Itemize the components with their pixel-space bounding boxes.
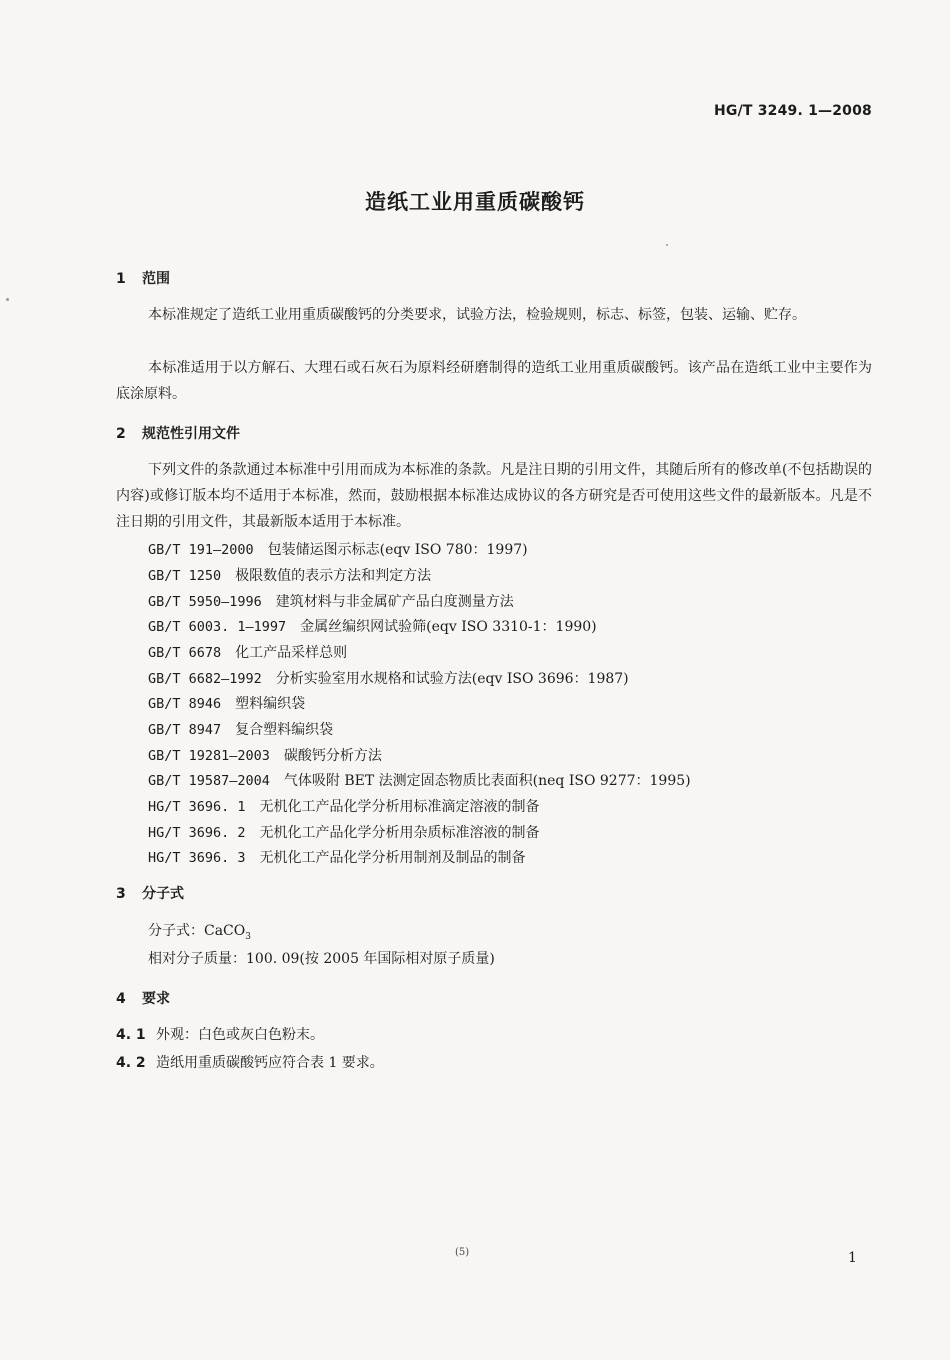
section-2-heading (116, 423, 240, 443)
requirement-item (116, 1052, 384, 1072)
document-title: 造纸工业用重质碳酸钙 (365, 190, 585, 214)
section-number: 3 (116, 886, 126, 902)
requirement-text: 外观：白色或灰白色粉末。 (156, 1027, 324, 1043)
reference-item (148, 565, 431, 585)
reference-item (148, 668, 629, 688)
standard-code: HG/T 3249. 1—2008 (713, 103, 872, 119)
reference-name: 建筑材料与非金属矿产品白度测量方法 (275, 594, 514, 610)
requirement-item (116, 1024, 324, 1044)
reference-item (148, 693, 305, 713)
section-3-heading (116, 883, 184, 903)
reference-code: GB/T 5950—1996 (148, 594, 262, 610)
reference-name: 碳酸钙分析方法 (283, 748, 382, 764)
reference-item (148, 539, 528, 559)
reference-code: GB/T 8946 (148, 696, 222, 712)
section-title: 规范性引用文件 (142, 426, 240, 442)
formula-label: 分子式： (148, 923, 204, 939)
section-4-heading (116, 988, 170, 1008)
requirement-number: 4. 2 (116, 1055, 146, 1071)
reference-item (148, 591, 514, 611)
reference-name: 塑料编织袋 (235, 696, 306, 712)
reference-item (148, 796, 540, 816)
formula-base: CaCO (204, 923, 246, 939)
references-intro: 下列文件的条款通过本标准中引用而成为本标准的条款。凡是注日期的引用文件，其随后所有的修改单(不包括勘误的内容)或修订版本均不适用于本标准，然而，鼓励根据本标准达成协议的各方研究是否可使用这些文件的最新版本。凡是不注日期的引用文件，其最新版本适用于本标准。 (116, 462, 872, 530)
reference-code: HG/T 3696. 3 (148, 850, 246, 866)
reference-code: GB/T 19281—2003 (148, 748, 270, 764)
molecular-formula (148, 920, 251, 942)
reference-name: 包装储运图示标志(eqv ISO 780：1997) (267, 542, 528, 558)
section-number: 2 (116, 426, 126, 442)
reference-code: HG/T 3696. 2 (148, 825, 246, 841)
reference-name: 无机化工产品化学分析用制剂及制品的制备 (259, 850, 526, 866)
section-title: 分子式 (142, 886, 184, 902)
formula-subscript: 3 (245, 931, 251, 942)
reference-name: 化工产品采样总则 (235, 645, 348, 661)
section-number: 1 (116, 271, 126, 287)
scope-paragraph-1: 本标准规定了造纸工业用重质碳酸钙的分类要求，试验方法，检验规则，标志、标签，包装、运输、贮存。 (148, 307, 806, 323)
reference-name: 复合塑料编织袋 (235, 722, 334, 738)
reference-item (148, 642, 347, 662)
molecular-mass: 相对分子质量：100. 09(按 2005 年国际相对原子质量) (148, 951, 495, 967)
page-number: 1 (848, 1250, 857, 1266)
reference-item (148, 847, 526, 867)
reference-code: GB/T 6003. 1—1997 (148, 619, 287, 635)
section-title: 范围 (142, 271, 170, 287)
section-1-heading (116, 268, 170, 288)
reference-name: 极限数值的表示方法和判定方法 (235, 568, 432, 584)
reference-code: GB/T 1250 (148, 568, 222, 584)
reference-name: 无机化工产品化学分析用标准滴定溶液的制备 (259, 799, 540, 815)
reference-name: 金属丝编织网试验筛(eqv ISO 3310-1：1990) (300, 619, 597, 635)
reference-item (148, 770, 691, 790)
reference-code: GB/T 191—2000 (148, 542, 254, 558)
reference-code: GB/T 6682—1992 (148, 671, 262, 687)
reference-item (148, 616, 597, 636)
requirement-text: 造纸用重质碳酸钙应符合表 1 要求。 (156, 1055, 384, 1071)
section-number: 4 (116, 991, 126, 1007)
reference-name: 分析实验室用水规格和试验方法(eqv ISO 3696：1987) (275, 671, 629, 687)
reference-code: GB/T 19587—2004 (148, 773, 270, 789)
section-title: 要求 (142, 991, 170, 1007)
reference-name: 无机化工产品化学分析用杂质标准溶液的制备 (259, 825, 540, 841)
reference-code: HG/T 3696. 1 (148, 799, 246, 815)
requirement-number: 4. 1 (116, 1027, 146, 1043)
reference-item (148, 745, 382, 765)
scope-paragraph-2: 本标准适用于以方解石、大理石或石灰石为原料经研磨制得的造纸工业用重质碳酸钙。该产品在造纸工业中主要作为底涂原料。 (116, 360, 872, 402)
reference-code: GB/T 6678 (148, 645, 222, 661)
reference-item (148, 719, 333, 739)
reference-code: GB/T 8947 (148, 722, 222, 738)
scan-speck (666, 244, 668, 246)
page-folio-center: (5) (455, 1247, 470, 1258)
reference-item (148, 822, 540, 842)
reference-name: 气体吸附 BET 法测定固态物质比表面积(neq ISO 9277：1995) (283, 773, 691, 789)
scan-speck (6, 298, 9, 301)
